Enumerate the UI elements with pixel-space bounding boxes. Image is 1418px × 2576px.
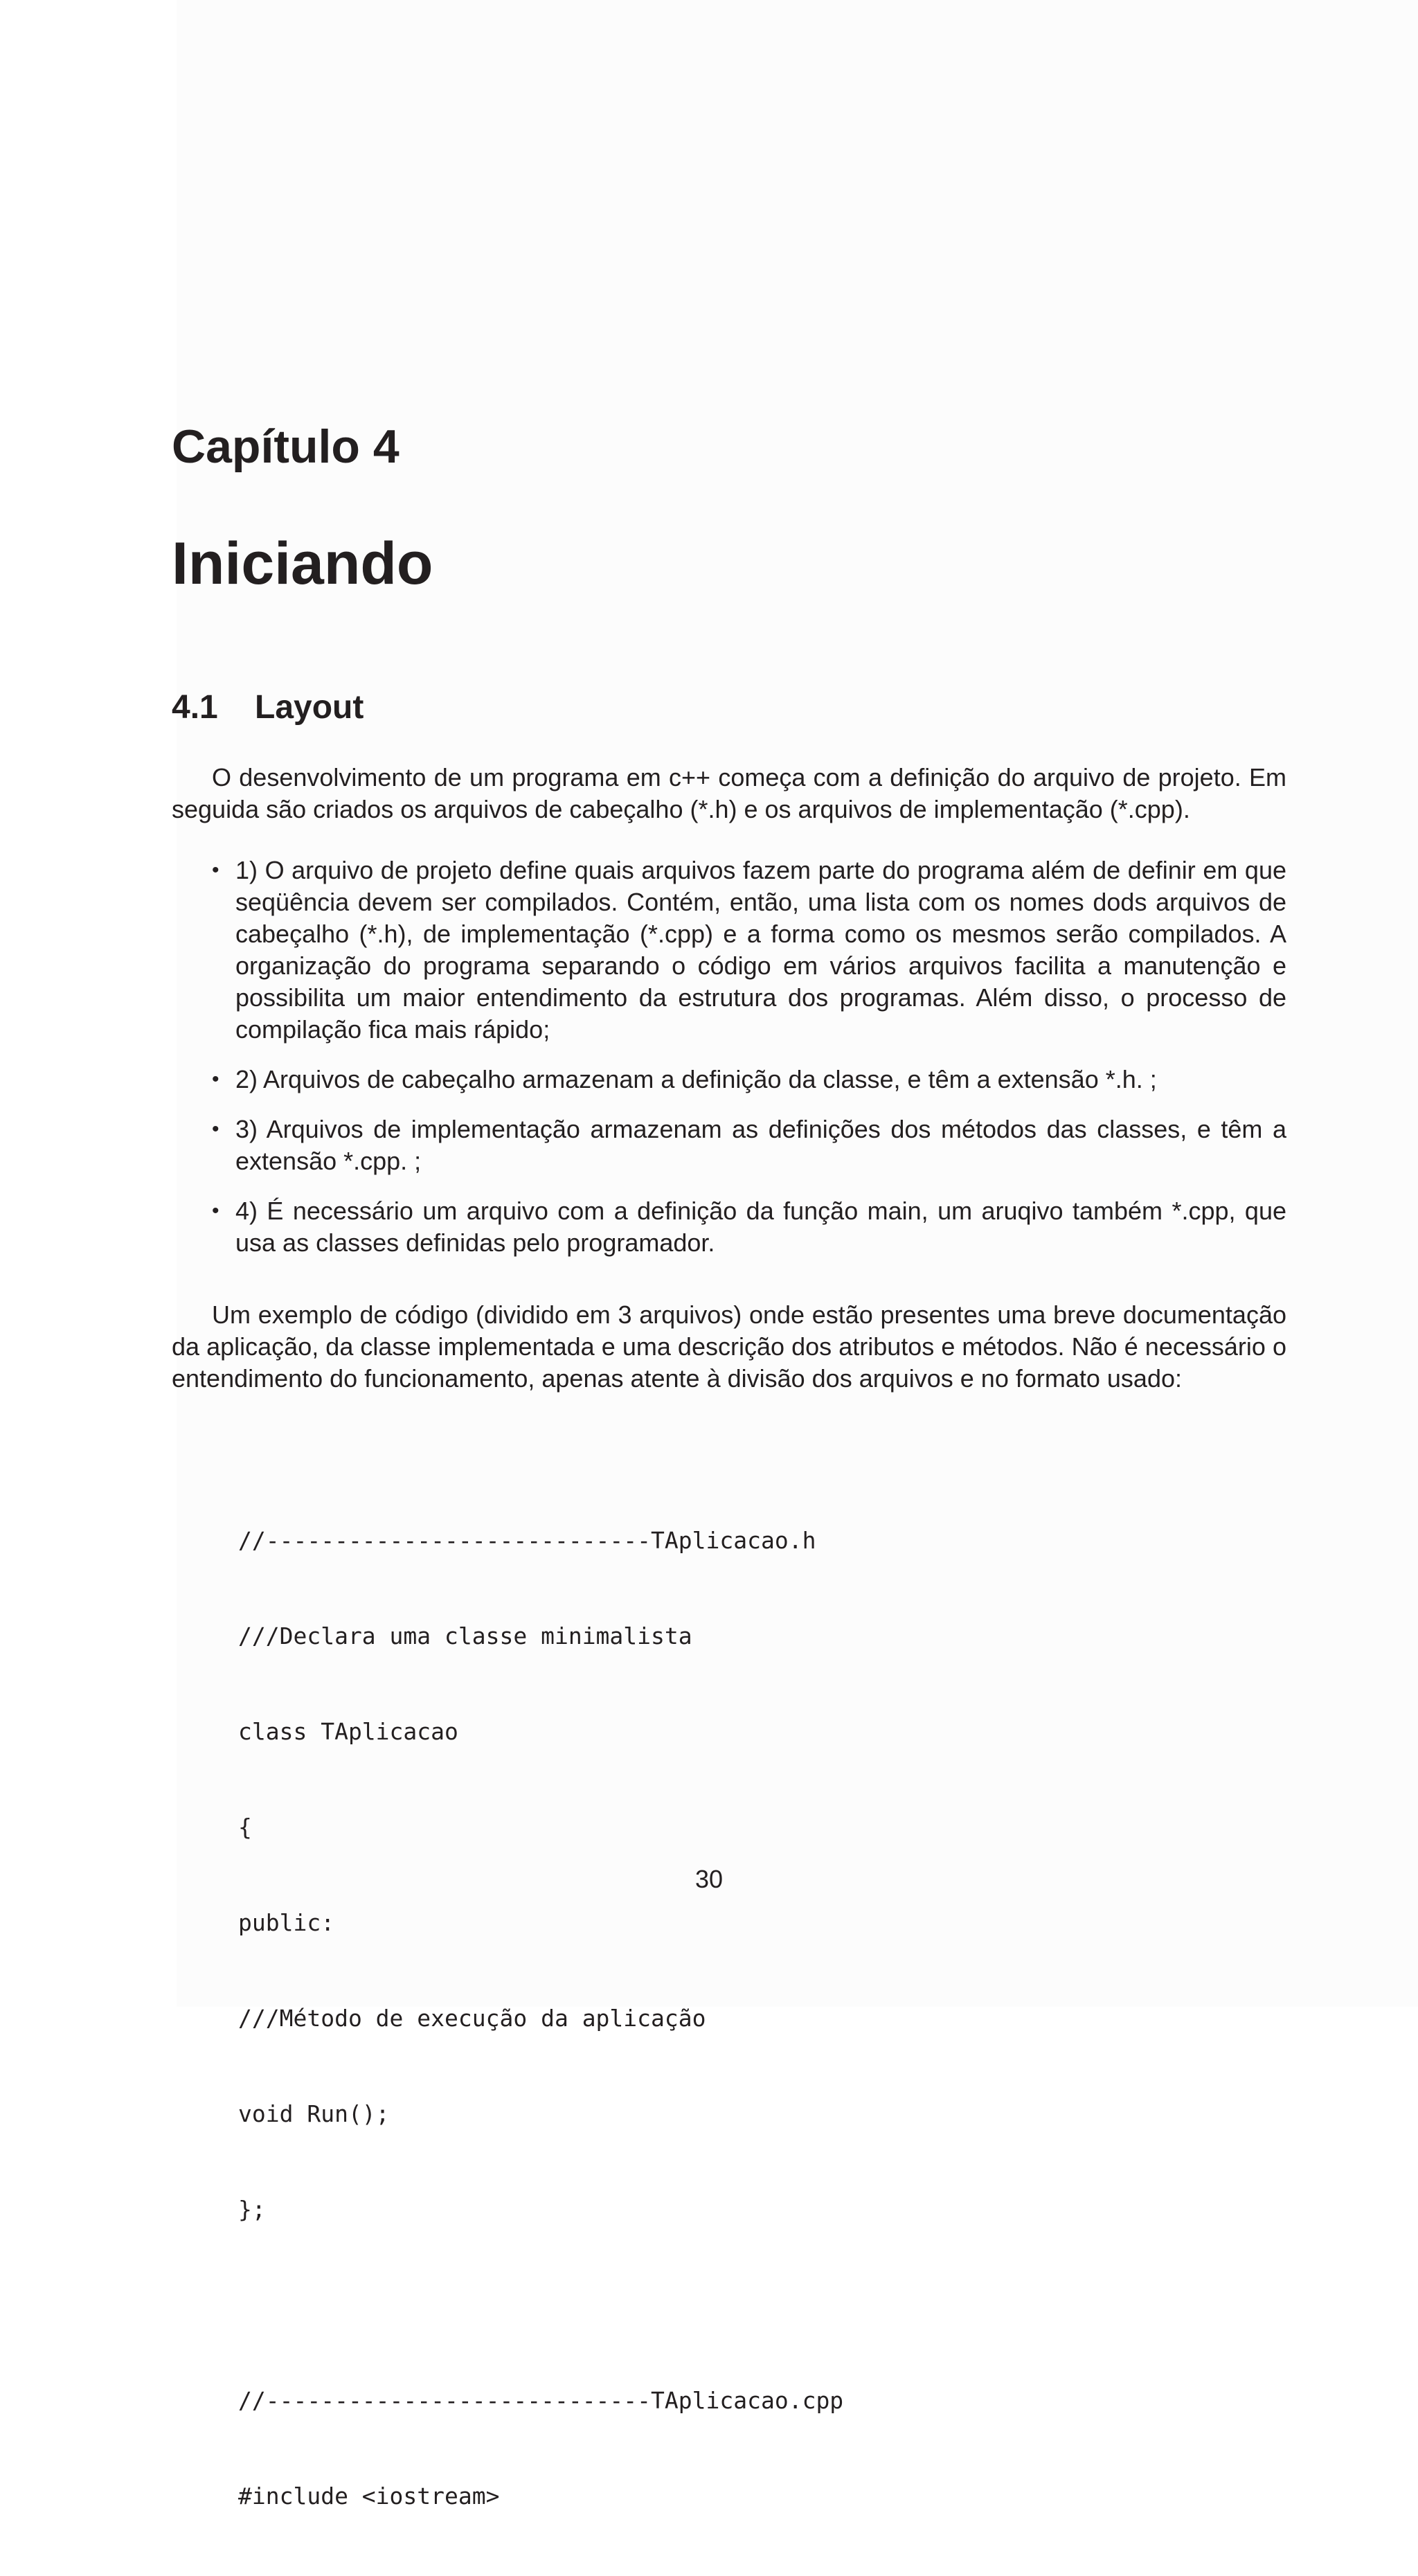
code-line: //----------------------------TAplicacao.h xyxy=(238,1527,816,1554)
code-line: public: xyxy=(238,1909,335,1936)
intro-paragraph: O desenvolvimento de um programa em c++ começa com a definição do arquivo de projeto. Em seguida são criados os arquivos de cabeçalho (*.h) e os arquivos de implementação (*.cpp). xyxy=(172,763,1286,823)
chapter-title: Iniciando xyxy=(172,530,433,597)
list-item xyxy=(212,1064,1286,1095)
list-item xyxy=(212,855,1286,1046)
code-line: ///Declara uma classe minimalista xyxy=(238,1622,692,1649)
code-line: { xyxy=(238,1814,252,1841)
code-line xyxy=(238,2289,843,2321)
bullet-icon: • xyxy=(212,859,219,882)
code-line: #include <iostream> xyxy=(238,2483,500,2510)
bullet-icon: • xyxy=(212,1199,219,1222)
bullet-icon: • xyxy=(212,1118,219,1141)
list-item xyxy=(212,1195,1286,1259)
list-item-text: 2) Arquivos de cabeçalho armazenam a definição da classe, e têm a extensão *.h. ; xyxy=(235,1065,1157,1093)
section-heading xyxy=(172,688,364,726)
code-line: }; xyxy=(238,2196,266,2223)
example-paragraph: Um exemplo de código (dividido em 3 arquivos) onde estão presentes uma breve documentação da aplicação, da classe implementada e uma descrição dos atributos e métodos. Não é necessário o entendimento do funcionamento, apenas atente à divisão dos arquivos e no formato usado: xyxy=(172,1300,1286,1393)
bullet-icon: • xyxy=(212,1068,219,1091)
list-item-text: 3) Arquivos de implementação armazenam as definições dos métodos das classes, e têm a extensão *.cpp. ; xyxy=(235,1115,1286,1175)
code-line: //----------------------------TAplicacao.cpp xyxy=(238,2387,844,2414)
code-line: ///Método de execução da aplicação xyxy=(238,2005,706,2032)
section-title: Layout xyxy=(255,689,364,726)
code-line: void Run(); xyxy=(238,2100,390,2127)
bullet-list xyxy=(212,855,1286,1277)
list-item-text: 4) É necessário um arquivo com a definição da função main, um aruqivo também *.cpp, que usa as classes definidas pelo programador. xyxy=(235,1197,1286,1257)
list-item xyxy=(212,1113,1286,1177)
chapter-label: Capítulo 4 xyxy=(172,420,400,473)
page-number: 30 xyxy=(694,1865,724,1893)
code-line: class TAplicacao xyxy=(238,1718,458,1745)
section-number: 4.1 xyxy=(172,689,218,726)
code-listing xyxy=(238,1461,843,2576)
list-item-text: 1) O arquivo de projeto define quais arquivos fazem parte do programa além de definir em que seqüência devem ser compilados. Contém, então, uma lista com os nomes dods arquivos de cabeçalho (*.h), de implementação (*.cpp) e a forma como os mesmos serão compilados. A organização do programa separando o código em vários arquivos facilita a manutenção e possibilita um maior entendimento da estrutura dos programas. Além disso, o processo de compilação fica mais rápido; xyxy=(235,856,1286,1044)
